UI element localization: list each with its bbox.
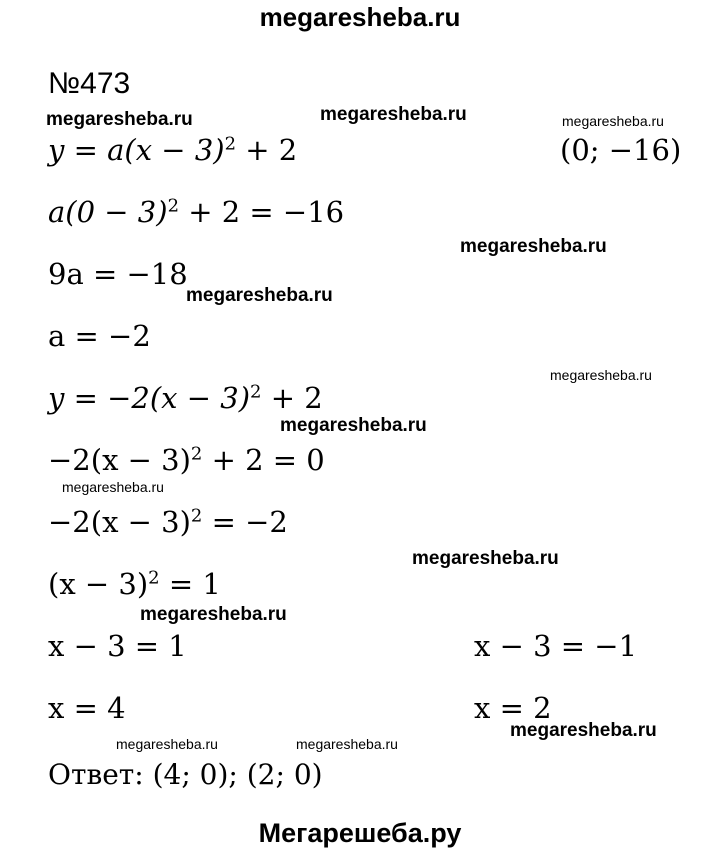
watermark: megaresheba.ru [116, 736, 218, 752]
eq8-exponent: 2 [148, 567, 160, 589]
eq1-tail: + 2 [236, 133, 298, 167]
eq6-exponent: 2 [190, 443, 203, 465]
site-footer: Мегарешеба.ру [258, 818, 462, 848]
eq5-tail: + 2 [261, 381, 323, 415]
equation-line-3: 9a = −18 [48, 257, 188, 291]
watermark: megaresheba.ru [562, 113, 664, 129]
equation-line-4: a = −2 [48, 319, 151, 353]
watermark: megaresheba.ru [460, 236, 607, 257]
answer-line: Ответ: (4; 0); (2; 0) [48, 758, 323, 791]
eq7-tail: = −2 [202, 505, 288, 539]
watermark: megaresheba.ru [320, 104, 467, 125]
eq1-exponent: 2 [224, 133, 237, 155]
watermark: megaresheba.ru [550, 367, 652, 383]
equation-line-9-left: x − 3 = 1 [48, 629, 187, 663]
equation-line-8 [48, 566, 221, 602]
equation-line-5 [48, 380, 323, 416]
watermark: megaresheba.ru [46, 109, 193, 130]
watermark: megaresheba.ru [280, 415, 427, 436]
eq2-exponent: 2 [167, 195, 180, 217]
watermark: megaresheba.ru [140, 604, 287, 625]
given-point: (0; −16) [560, 133, 682, 167]
equation-line-2 [48, 194, 344, 230]
equation-line-10-right: x = 2 [474, 691, 552, 725]
problem-number: №473 [48, 67, 131, 100]
eq5-main: y = −2(x − 3) [48, 381, 251, 415]
eq7-main: −2(x − 3) [48, 505, 191, 539]
watermark: megaresheba.ru [296, 736, 398, 752]
equation-line-7 [48, 504, 288, 540]
eq1-main: y = a(x − 3) [48, 133, 225, 167]
eq8-tail: = 1 [159, 567, 221, 601]
equation-line-6 [48, 442, 325, 478]
watermark: megaresheba.ru [412, 548, 559, 569]
eq6-tail: + 2 = 0 [202, 443, 325, 477]
watermark: megaresheba.ru [510, 720, 657, 741]
equation-line-10-left: x = 4 [48, 691, 126, 725]
watermark: megaresheba.ru [62, 479, 164, 495]
site-header: megaresheba.ru [259, 2, 461, 32]
watermark: megaresheba.ru [186, 285, 333, 306]
equation-line-9-right: x − 3 = −1 [474, 629, 638, 663]
eq8-main: (x − 3) [48, 567, 149, 601]
equation-line-1 [48, 132, 297, 168]
eq2-tail: + 2 = −16 [179, 195, 345, 229]
eq6-main: −2(x − 3) [48, 443, 191, 477]
eq2-main: a(0 − 3) [48, 195, 168, 229]
eq7-exponent: 2 [190, 505, 203, 527]
eq5-exponent: 2 [250, 381, 262, 403]
